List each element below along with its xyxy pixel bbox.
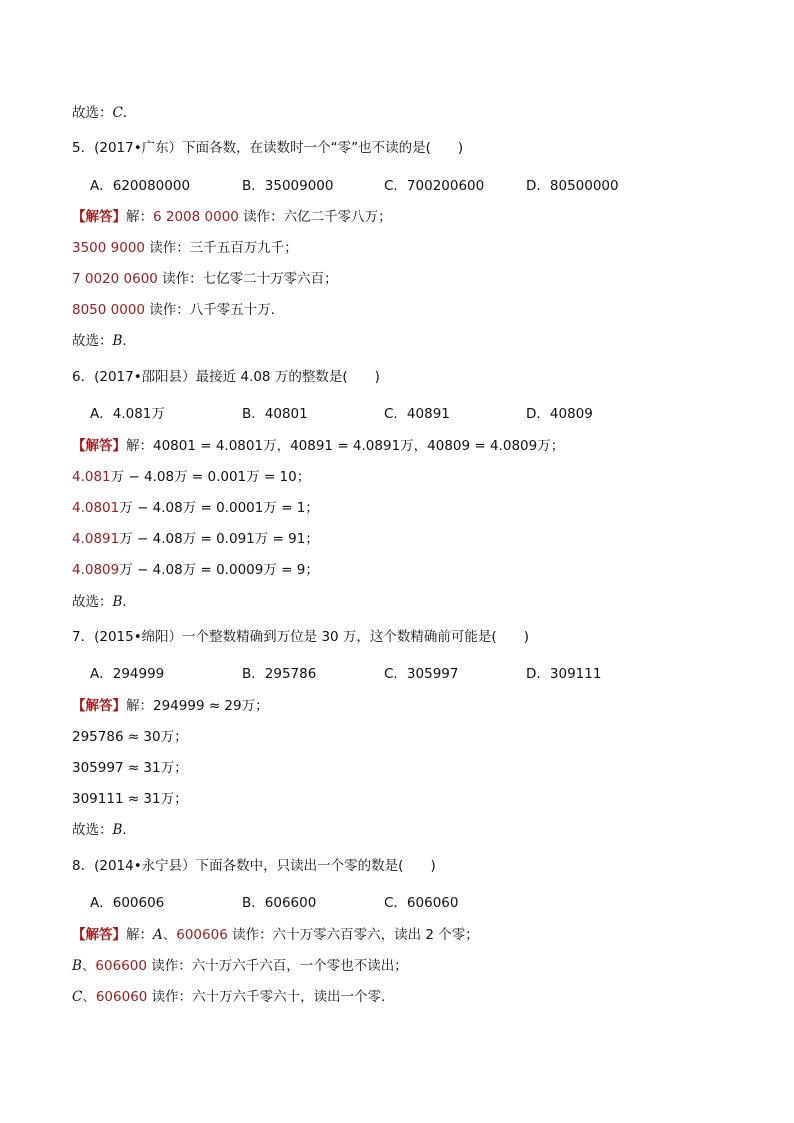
q5-stem: 5．(2017•广东）下面各数，在读数时一个“零”也不读的是( ) (72, 140, 464, 156)
q6-answer-line-1 (72, 437, 564, 455)
answer-prefix: 解： (126, 438, 153, 454)
q7-option-a: A．294999 (90, 666, 165, 682)
number-highlight: 7 0020 0600 (72, 271, 158, 287)
conclusion-suffix: ． (122, 822, 136, 838)
q6-answer-line-2 (72, 468, 310, 486)
answer-text: 万 − 4.08万 = 0.0001万 = 1； (119, 500, 319, 516)
answer-text: 294999 ≈ 29万； (153, 698, 269, 714)
q7-option-b: B．295786 (242, 666, 317, 682)
answer-text: 读作：三千五百万九千； (145, 240, 298, 256)
q6-conclusion (72, 593, 136, 611)
number-highlight: 、606060 (82, 989, 148, 1005)
answer-text: 万 − 4.08万 = 0.001万 = 10； (110, 469, 311, 485)
q8-option-c: C．606060 (384, 895, 459, 911)
conclusion-letter: C (112, 105, 123, 121)
q6-answer-line-3 (72, 499, 319, 517)
option-letter: B (72, 958, 82, 974)
q5-option-c: C．700200600 (384, 178, 485, 194)
number-highlight: 、606600 (81, 958, 147, 974)
q8-option-b: B．606600 (242, 895, 317, 911)
q7-option-d: D．309111 (526, 666, 602, 682)
answer-text: 读作：八千零五十万． (145, 302, 285, 318)
q5-answer-line-2 (72, 239, 298, 257)
answer-text: 万 − 4.08万 = 0.0009万 = 9； (119, 562, 319, 578)
answer-prefix: 解： (126, 698, 153, 714)
q7-answer-line-3: 305997 ≈ 31万； (72, 760, 188, 776)
answer-tag: 【解答】 (72, 209, 126, 225)
q7-option-c: C．305997 (384, 666, 459, 682)
q7-stem: 7．(2015•绵阳）一个整数精确到万位是 30 万，这个数精确前可能是( ) (72, 629, 529, 645)
answer-text: 读作：六亿二千零八万； (238, 209, 392, 225)
q7-answer-line-2: 295786 ≈ 30万； (72, 729, 188, 745)
q6-option-b: B．40801 (242, 406, 308, 422)
q6-stem: 6．(2017•邵阳县）最接近 4.08 万的整数是( ) (72, 369, 380, 385)
conclusion-prefix: 故选： (72, 105, 113, 121)
q5-answer-line-4 (72, 301, 284, 319)
answer-text: 读作：六十万六千零六十，读出一个零． (147, 989, 395, 1005)
conclusion-prefix: 故选： (72, 822, 113, 838)
conclusion-letter: B (112, 822, 123, 838)
answer-text: 读作：六十万零六百零六，读出 2 个零； (227, 927, 479, 943)
q8-stem: 8．(2014•永宁县）下面各数中，只读出一个零的数是( ) (72, 858, 436, 874)
option-letter: A (153, 927, 163, 943)
q8-answer-line-2 (72, 957, 408, 975)
q5-option-d: D．80500000 (526, 178, 619, 194)
q8-option-a: A．600606 (90, 895, 165, 911)
answer-prefix: 解： (126, 927, 153, 943)
conclusion-suffix: ． (122, 594, 136, 610)
q5-option-b: B．35009000 (242, 178, 334, 194)
number-highlight: 、600606 (162, 927, 228, 943)
q8-answer-line-3 (72, 988, 395, 1006)
q5-answer-line-1 (72, 208, 392, 226)
answer-text: 万 − 4.08万 = 0.091万 = 91； (119, 531, 319, 547)
answer-prefix: 解： (126, 209, 153, 225)
q4-conclusion (72, 104, 136, 122)
conclusion-prefix: 故选： (72, 333, 113, 349)
q6-option-d: D．40809 (526, 406, 593, 422)
q6-option-c: C．40891 (384, 406, 450, 422)
q8-answer-line-1 (72, 926, 479, 944)
q5-answer-line-3 (72, 270, 338, 288)
q6-option-a: A．4.081万 (90, 406, 165, 422)
q6-answer-line-5 (72, 561, 319, 579)
q6-answer-line-4 (72, 530, 319, 548)
answer-tag: 【解答】 (72, 927, 126, 943)
number-highlight: 4.0801 (72, 500, 120, 516)
number-highlight: 4.081 (72, 469, 111, 485)
number-highlight: 3500 9000 (72, 240, 146, 256)
answer-tag: 【解答】 (72, 698, 126, 714)
answer-text: 读作：七亿零二十万零六百； (157, 271, 338, 287)
number-highlight: 8050 0000 (72, 302, 146, 318)
conclusion-suffix: ． (122, 105, 137, 121)
q7-conclusion (72, 821, 136, 839)
option-letter: C (72, 989, 83, 1005)
q5-conclusion (72, 332, 136, 350)
number-highlight: 4.0891 (72, 531, 120, 547)
answer-text: 读作：六十万六千六百，一个零也不读出； (146, 958, 408, 974)
conclusion-suffix: ． (122, 333, 136, 349)
q7-answer-line-1 (72, 697, 269, 715)
conclusion-letter: B (112, 333, 123, 349)
answer-tag: 【解答】 (72, 438, 126, 454)
number-highlight: 6 2008 0000 (153, 209, 239, 225)
answer-text: 40801 = 4.0801万，40891 = 4.0891万，40809 = 4.0809万； (153, 438, 565, 454)
number-highlight: 4.0809 (72, 562, 120, 578)
q7-answer-line-4: 309111 ≈ 31万； (72, 791, 188, 807)
q5-option-a: A．620080000 (90, 178, 191, 194)
conclusion-prefix: 故选： (72, 594, 113, 610)
conclusion-letter: B (112, 594, 123, 610)
